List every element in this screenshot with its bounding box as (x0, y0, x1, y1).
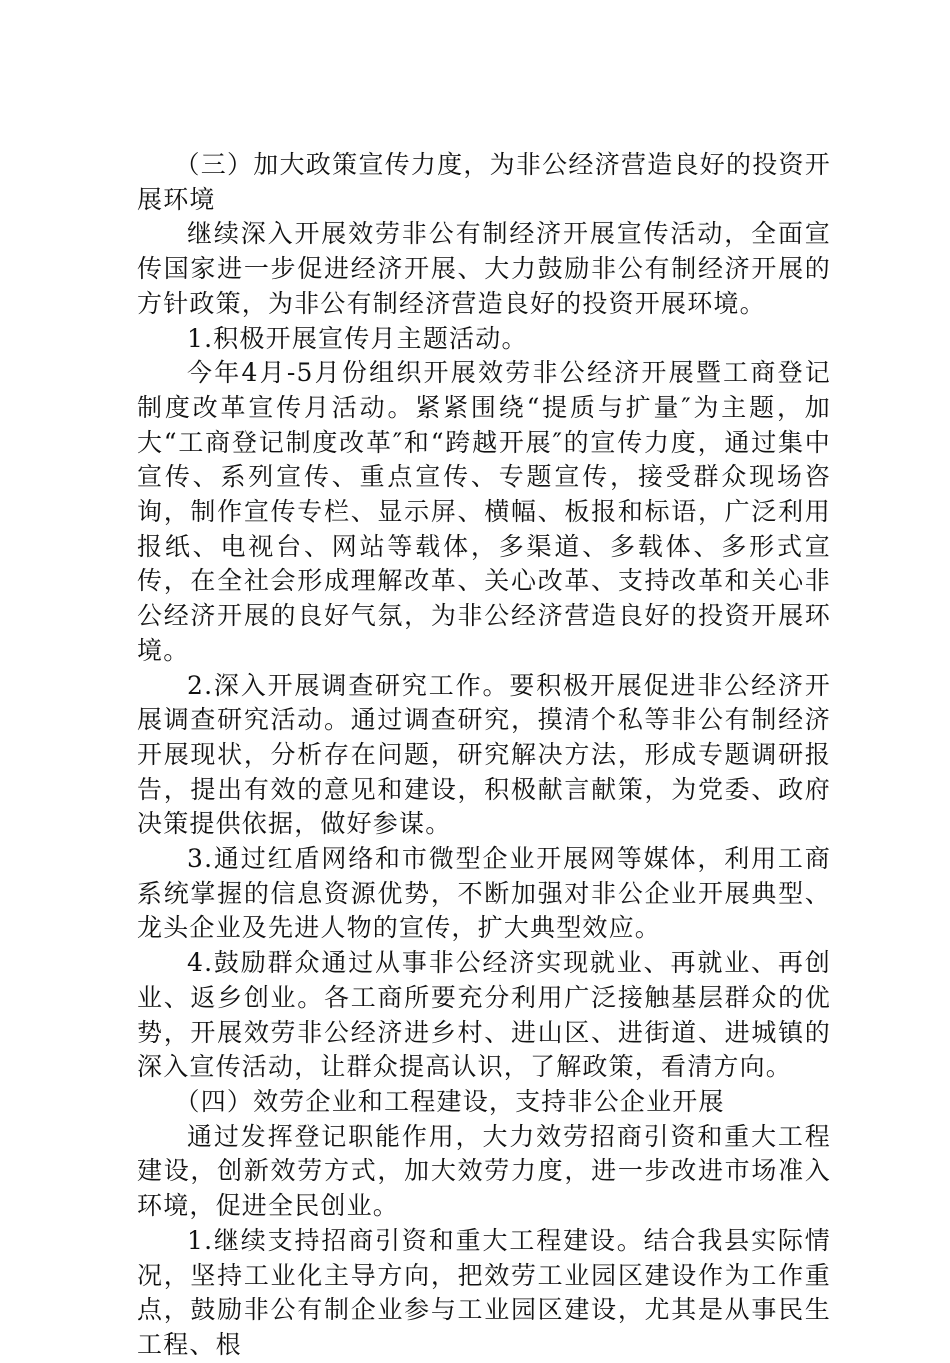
section-heading-4: （四）效劳企业和工程建设，支持非公企业开展 (174, 1086, 725, 1116)
paragraph: 继续深入开展效劳非公有制经济开展宣传活动，全面宣传国家进一步促进经济开展、大力鼓励非公有制经济开展的方针政策，为非公有制经济营造良好的投资开展环境。 (137, 219, 831, 318)
document-body (137, 148, 831, 1363)
section-heading-3: （三）加大政策宣传力度，为非公经济营造良好的投资开展环境 (137, 150, 831, 214)
list-item-1: 1.积极开展宣传月主题活动。 (187, 323, 528, 353)
list-item-1: 1.继续支持招商引资和重大工程建设。结合我县实际情况，坚持工业化主导方向，把效劳工业园区建设作为工作重点，鼓励非公有制企业参与工业园区建设，尤其是从事民生工程、根 (137, 1225, 831, 1359)
paragraph: 今年4月-5月份组织开展效劳非公经济开展暨工商登记制度改革宣传月活动。紧紧围绕“提质与扩量″为主题，加大“工商登记制度改革″和“跨越开展″的宣传力度，通过集中宣传、系列宣传、重点宣传、专题宣传，接受群众现场咨询，制作宣传专栏、显示屏、横幅、板报和标语，广泛利用报纸、电视台、网站等载体，多渠道、多载体、多形式宣传，在全社会形成理解改革、关心改革、支持改革和关心非公经济开展的良好气氛，为非公经济营造良好的投资开展环境。 (137, 358, 831, 665)
list-item-4: 4.鼓励群众通过从事非公经济实现就业、再就业、再创业、返乡创业。各工商所要充分利用广泛接触基层群众的优势，开展效劳非公经济进乡村、进山区、进街道、进城镇的深入宣传活动，让群众提高认识，了解政策，看清方向。 (137, 948, 831, 1082)
paragraph: 通过发挥登记职能作用，大力效劳招商引资和重大工程建设，创新效劳方式，加大效劳力度，进一步改进市场准入环境，促进全民创业。 (137, 1121, 831, 1221)
list-item-2: 2.深入开展调查研究工作。要积极开展促进非公经济开展调查研究活动。通过调查研究，摸清个私等非公有制经济开展现状，分析存在问题，研究解决方法，形成专题调研报告，提出有效的意见和建设，积极献言献策，为党委、政府决策提供依据，做好参谋。 (137, 670, 831, 839)
list-item-3: 3.通过红盾网络和市微型企业开展网等媒体，利用工商系统掌握的信息资源优势，不断加强对非公企业开展典型、龙头企业及先进人物的宣传，扩大典型效应。 (137, 844, 831, 943)
